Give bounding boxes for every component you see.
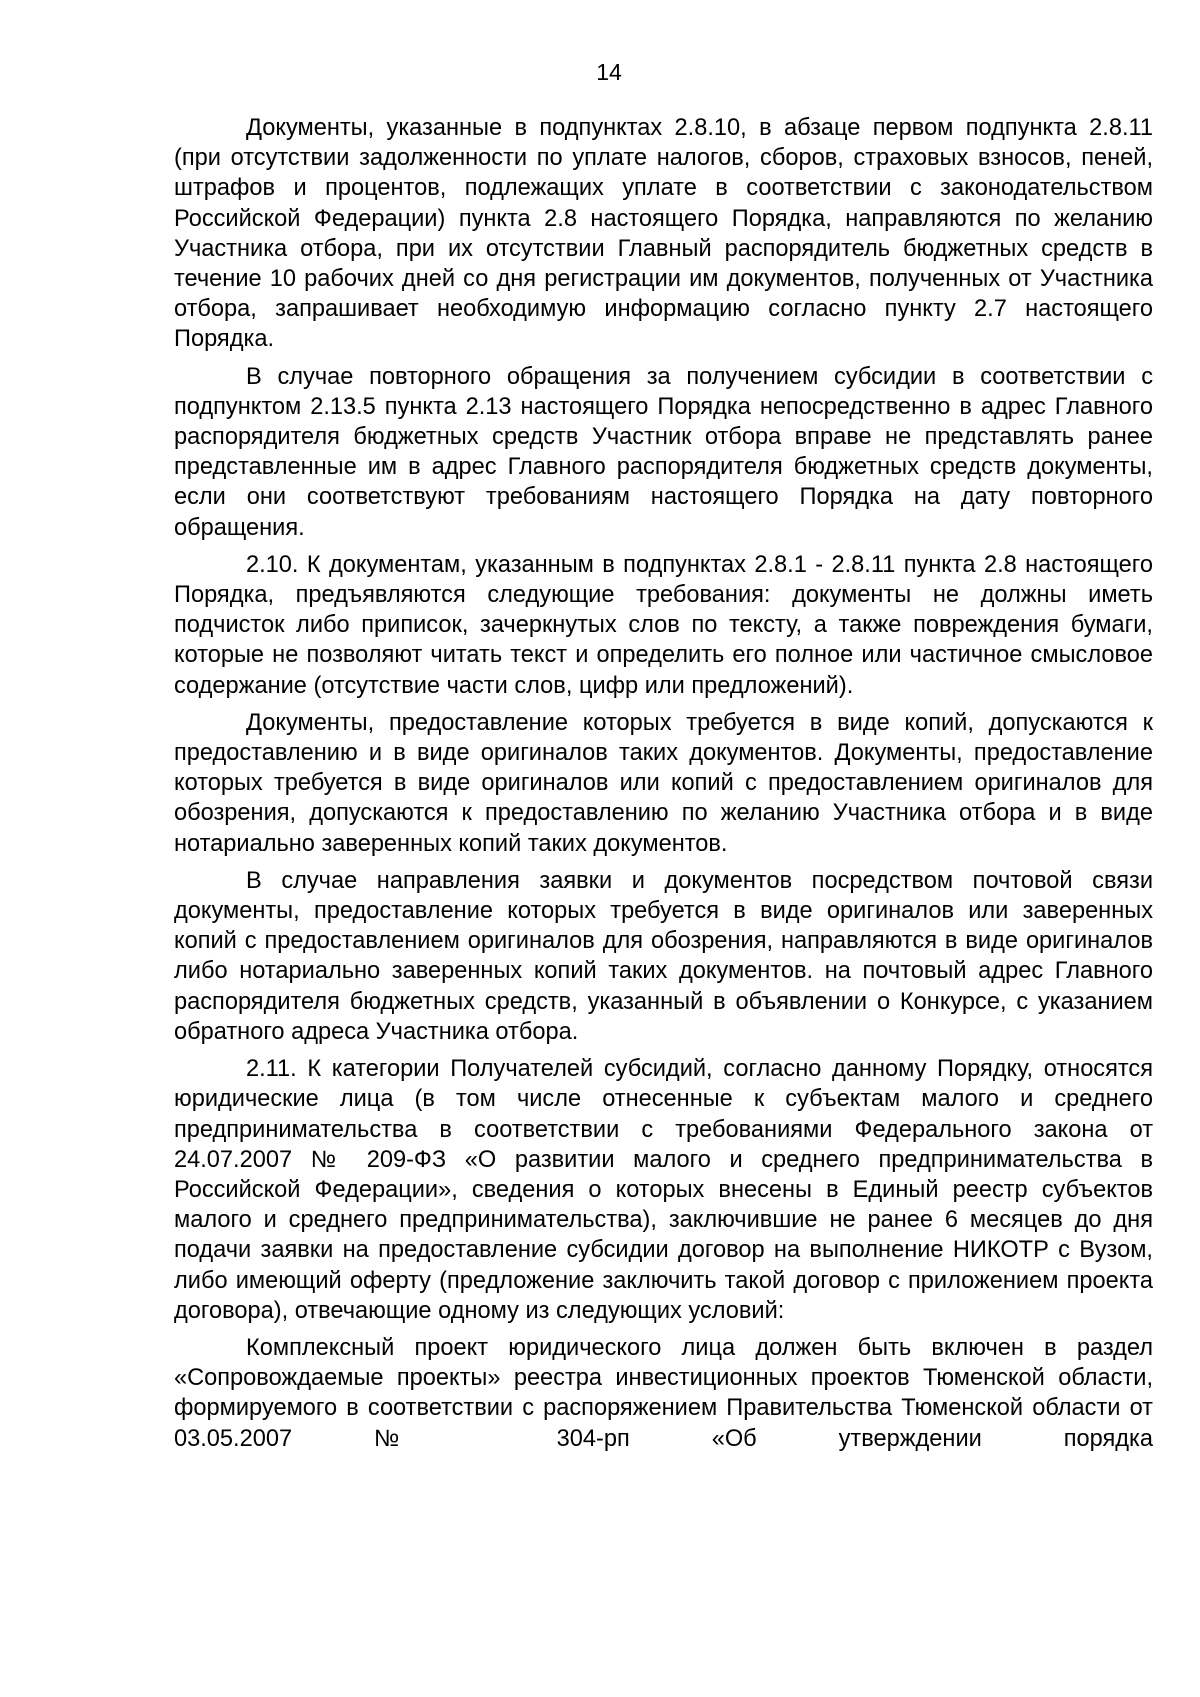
paragraph-postal-submission: В случае направления заявки и документов посредством почтовой связи документы, предоставление которых требуется в виде оригиналов или заверенных копий с предоставлением оригиналов для обозрения, направляются в виде оригиналов либо нотариально заверенных копий таких документов. на почтовый адрес Главного распорядителя бюджетных средств, указанный в объявлении о Конкурсе, с указанием обратного адреса Участника отбора. [174,867,1153,1045]
paragraph-2-11-recipient-category: 2.11. К категории Получателей субсидий, согласно данному Порядку, относятся юридические лица (в том числе отнесенные к субъектам малого и среднего предпринимательства в соответствии с требованиями Федерального закона от 24.07.2007 № 209-ФЗ «О развитии малого и среднего предпринимательства в Российской Федерации», сведения о которых внесены в Единый реестр субъектов малого и среднего предпринимательства), заключившие не ранее 6 месяцев до дня подачи заявки на предоставление субсидии договор на выполнение НИКОТР с Вузом, либо имеющий оферту (предложение заключить такой договор с приложением проекта договора), отвечающие одному из следующих условий: [174,1056,1153,1324]
paragraph-complex-project: Комплексный проект юридического лица должен быть включен в раздел «Сопровождаемые проекты» реестра инвестиционных проектов Тюменской области, формируемого в соответствии с распоряжением Правительства Тюменской области от 03.05.2007 № 304-рп «Об утверждении порядка [174,1334,1153,1452]
paragraph-repeat-application: В случае повторного обращения за получением субсидии в соответствии с подпунктом 2.13.5 пункта 2.13 настоящего Порядка непосредственно в адрес Главного распорядителя бюджетных средств Участник отбора вправе не представлять ранее представленные им в адрес Главного распорядителя бюджетных средств документы, если они соответствуют требованиям настоящего Порядка на дату повторного обращения. [174,363,1153,541]
paragraph-documents-by-request: Документы, указанные в подпунктах 2.8.10, в абзаце первом подпункта 2.8.11 (при отсутствии задолженности по уплате налогов, сборов, страховых взносов, пеней, штрафов и процентов, подлежащих уплате в соответствии с законодательством Российской Федерации) пункта 2.8 настоящего Порядка, направляются по желанию Участника отбора, при их отсутствии Главный распорядитель бюджетных средств в течение 10 рабочих дней со дня регистрации им документов, полученных от Участника отбора, запрашивает необходимую информацию согласно пункту 2.7 настоящего Порядка. [174,115,1153,353]
paragraph-copies-and-originals: Документы, предоставление которых требуется в виде копий, допускаются к предоставлению и в виде оригиналов таких документов. Документы, предоставление которых требуется в виде оригиналов или копий с предоставлением оригиналов для обозрения, допускаются к предоставлению по желанию Участника отбора и в виде нотариально заверенных копий таких документов. [174,709,1153,857]
page-number: 14 [596,59,622,85]
paragraph-2-10-requirements: 2.10. К документам, указанным в подпунктах 2.8.1 - 2.8.11 пункта 2.8 настоящего Порядка, предъявляются следующие требования: документы не должны иметь подчисток либо приписок, зачеркнутых слов по тексту, а также повреждения бумаги, которые не позволяют читать текст и определить его полное или частичное смысловое содержание (отсутствие части слов, цифр или предложений). [174,551,1153,699]
document-body [174,113,1153,1454]
